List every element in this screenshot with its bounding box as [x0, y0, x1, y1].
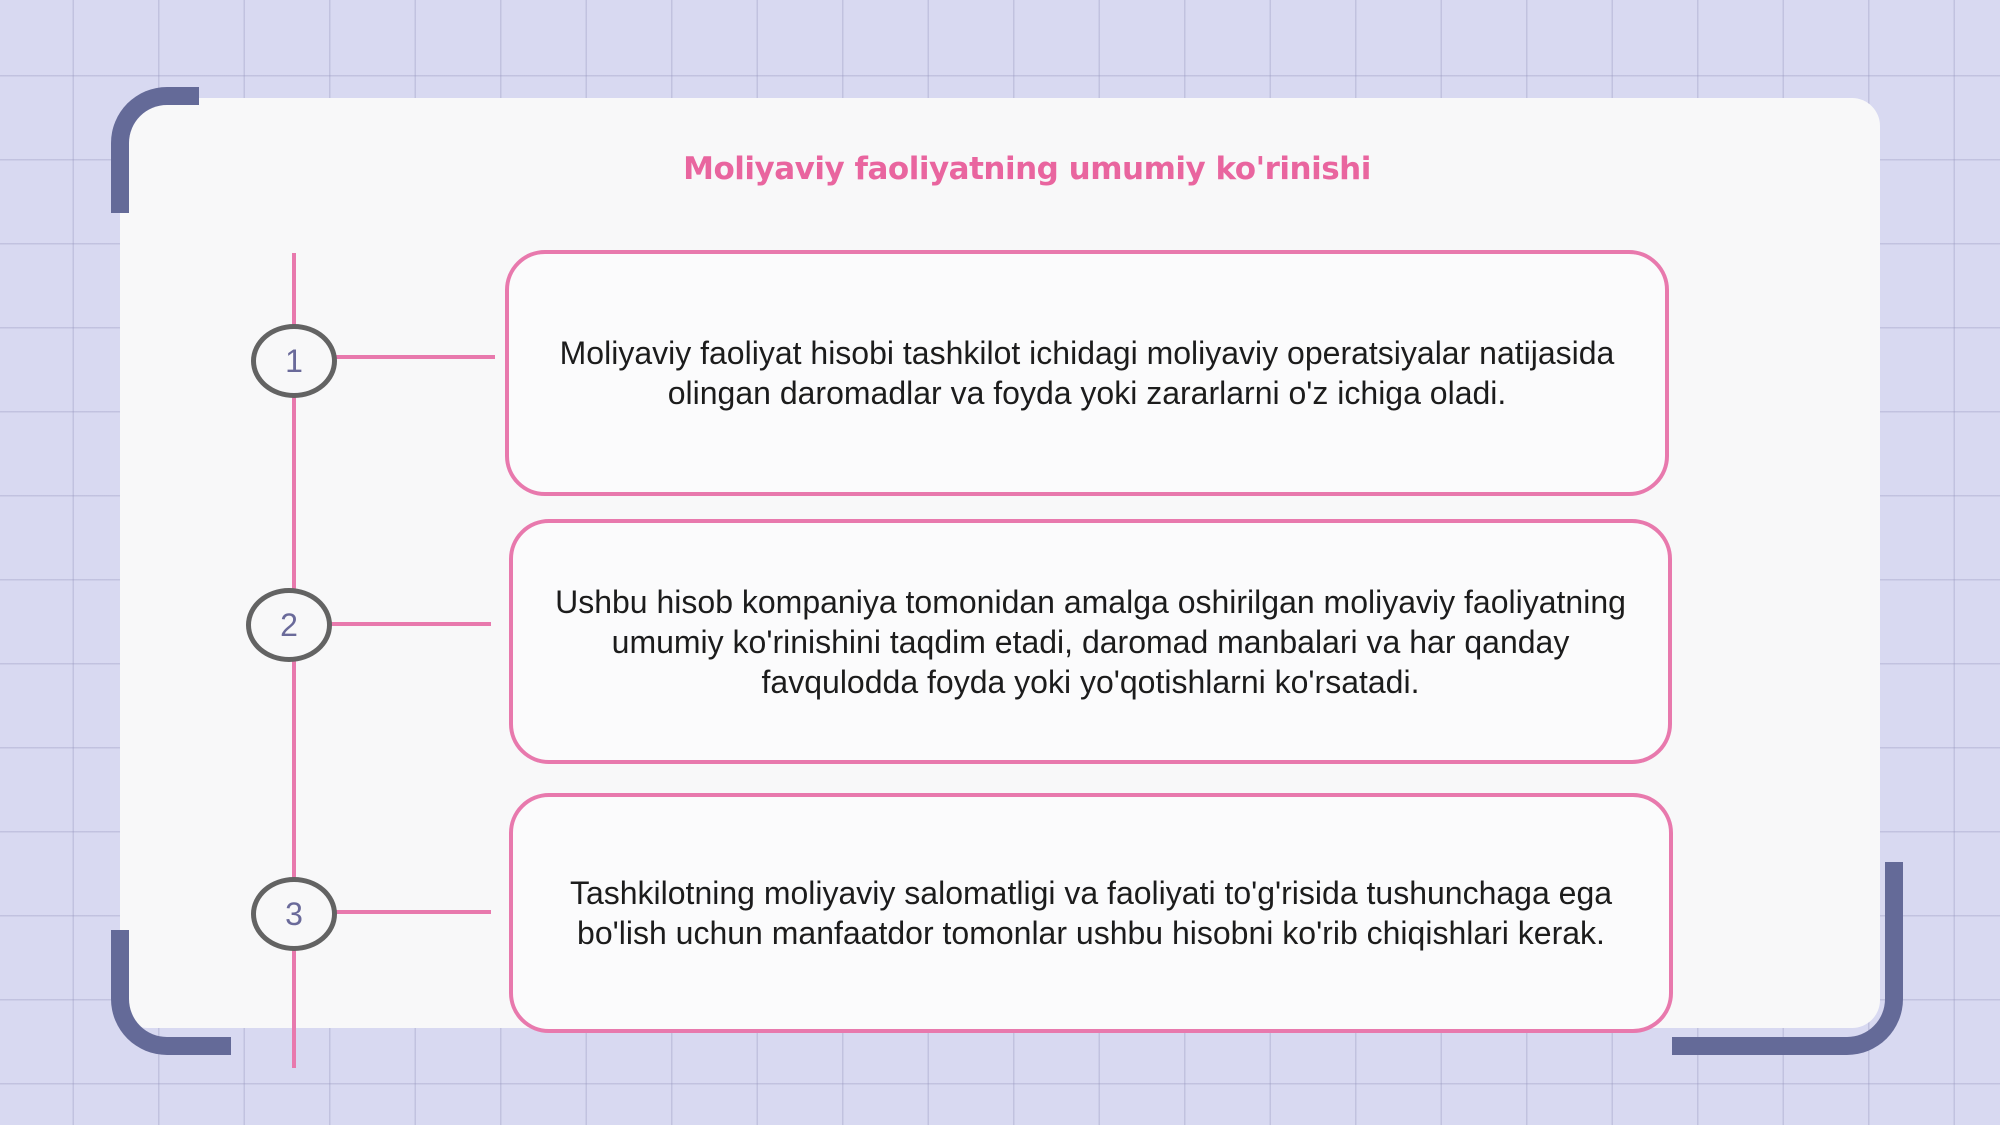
- step-card-3: [509, 793, 1673, 1033]
- paper-notch: [120, 866, 196, 938]
- paper-notch: [120, 296, 196, 368]
- corner-bracket-bottom-left: [111, 930, 231, 1055]
- step-card-2-text: Ushbu hisob kompaniya tomonidan amalga oshirilgan moliyaviy faoliyatning umumiy ko'rinishini taqdim etadi, daromad manbalari va har qanday favqulodda foyda yoki yo'qotishlarni ko'rsatadi.: [555, 583, 1626, 700]
- connector-2: [329, 622, 491, 626]
- paper-notch: [120, 410, 196, 482]
- paper-notch: [120, 752, 196, 824]
- step-card-1: [505, 250, 1669, 496]
- step-card-1-text: Moliyaviy faoliyat hisobi tashkilot ichidagi moliyaviy operatsiyalar natijasida olingan daromadlar va foyda yoki zararlarni o'z ichiga oladi.: [559, 335, 1615, 411]
- corner-bracket-top-left: [111, 87, 199, 213]
- slide-title: [27, 151, 2000, 187]
- step-number-2: 2: [246, 588, 332, 662]
- connector-3: [333, 910, 491, 914]
- step-number-1: 1: [251, 324, 337, 398]
- paper-notch: [120, 523, 196, 595]
- connector-1: [333, 355, 495, 359]
- step-number-3: 3: [251, 877, 337, 951]
- step-card-3-text: Tashkilotning moliyaviy salomatligi va faoliyati to'g'risida tushunchaga ega bo'lish uchun manfaatdor tomonlar ushbu hisobni ko'rib chiqishlari kerak.: [569, 875, 1613, 951]
- step-card-2: [509, 519, 1672, 764]
- paper-notch: [120, 638, 196, 710]
- corner-bracket-bottom-right: [1672, 862, 1903, 1055]
- slide-title-text: Moliyaviy faoliyatning umumiy ko'rinishi: [683, 151, 1371, 187]
